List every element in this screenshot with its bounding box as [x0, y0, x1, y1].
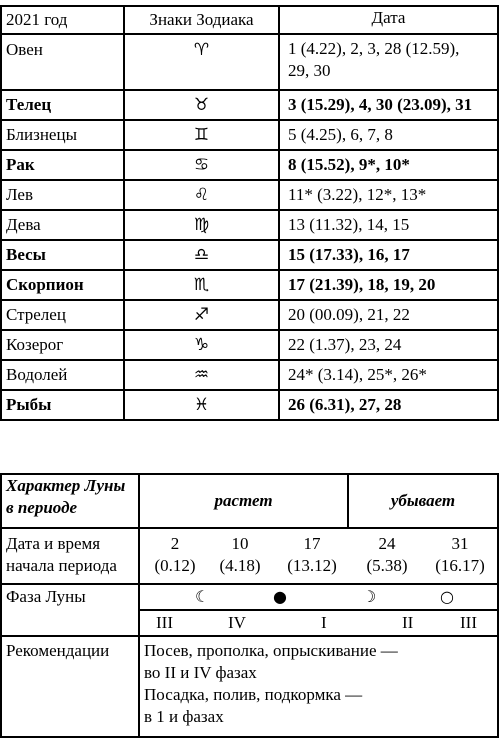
zodiac-row [1, 330, 498, 360]
moon-header-row [1, 474, 498, 528]
zodiac-dates [279, 90, 498, 120]
dates-line: 17 (21.39), 18, 19, 20 [288, 275, 436, 294]
recommendations-row [1, 636, 498, 737]
zodiac-row [1, 90, 498, 120]
zodiac-sign-name: Овен [1, 34, 124, 90]
period-date: 10 (4.18) [219, 534, 261, 575]
waxing-crescent-icon: ☽ [362, 587, 377, 606]
zodiac-symbol-icon: ♐︎ [193, 305, 210, 325]
waning-crescent-icon: ☾ [195, 587, 210, 606]
zodiac-sign-name: Рыбы [1, 390, 124, 420]
header-year: 2021 год [1, 6, 124, 34]
phase-number: II [402, 613, 414, 632]
zodiac-symbol-icon: ♌︎ [193, 185, 210, 205]
zodiac-dates [279, 210, 498, 240]
full-moon-icon: ● [273, 587, 287, 606]
period-dates-row [1, 528, 498, 584]
recommendations-text [139, 636, 498, 737]
period-date: 24 (5.38) [366, 534, 408, 575]
period-date: 17 (13.12) [287, 534, 337, 575]
moon-phase-table [0, 473, 499, 738]
zodiac-dates-table [0, 5, 499, 421]
header-signs: Знаки Зодиака [124, 6, 279, 34]
zodiac-symbol-icon: ♈︎ [193, 40, 210, 60]
zodiac-symbol-icon: ♓︎ [193, 395, 210, 415]
rec-line: Посадка, полив, подкормка — [144, 685, 363, 704]
zodiac-dates [279, 120, 498, 150]
zodiac-sign-name: Водолей [1, 360, 124, 390]
zodiac-cell [124, 360, 279, 390]
zodiac-symbol-icon: ♉︎ [193, 95, 210, 115]
zodiac-cell [124, 390, 279, 420]
rec-line: во II и IV фазах [144, 663, 257, 682]
zodiac-cell [124, 150, 279, 180]
zodiac-symbol-icon: ♋︎ [193, 155, 210, 175]
zodiac-cell [124, 180, 279, 210]
waning-label: убывает [348, 474, 498, 528]
period-date: 2 (0.12) [154, 534, 196, 575]
zodiac-cell [124, 240, 279, 270]
dates-line: 24* (3.14), 25*, 26* [288, 365, 427, 384]
dates-line: 22 (1.37), 23, 24 [288, 335, 402, 354]
zodiac-dates [279, 180, 498, 210]
zodiac-dates [279, 150, 498, 180]
waxing-label: растет [139, 474, 348, 528]
zodiac-symbol-icon: ♒︎ [193, 365, 210, 385]
zodiac-cell [124, 210, 279, 240]
zodiac-dates [279, 240, 498, 270]
dates-line: 13 (11.32), 14, 15 [288, 215, 410, 234]
moon-character-label: Характер Луны в периоде [1, 474, 139, 528]
zodiac-sign-name: Стрелец [1, 300, 124, 330]
zodiac-symbol-icon: ♑︎ [193, 335, 210, 355]
zodiac-row [1, 120, 498, 150]
zodiac-row [1, 210, 498, 240]
zodiac-cell [124, 330, 279, 360]
zodiac-row [1, 270, 498, 300]
recommendations-label: Рекомендации [1, 636, 139, 737]
zodiac-symbol-icon: ♎︎ [193, 245, 210, 265]
zodiac-sign-name: Дева [1, 210, 124, 240]
zodiac-cell [124, 90, 279, 120]
zodiac-row [1, 240, 498, 270]
zodiac-symbol-icon: ♊︎ [193, 125, 210, 145]
phase-number: I [321, 613, 327, 632]
zodiac-dates [279, 270, 498, 300]
zodiac-sign-name: Рак [1, 150, 124, 180]
zodiac-cell [124, 34, 279, 90]
phase-number: III [460, 613, 477, 632]
dates-line: 26 (6.31), 27, 28 [288, 395, 402, 414]
period-dates-cell [139, 528, 498, 584]
zodiac-row [1, 300, 498, 330]
zodiac-sign-name: Лев [1, 180, 124, 210]
zodiac-row [1, 360, 498, 390]
phase-numbers-cell [139, 610, 498, 636]
zodiac-sign-name: Скорпион [1, 270, 124, 300]
header-date: Дата [279, 6, 498, 34]
zodiac-header-row [1, 6, 498, 34]
zodiac-row [1, 180, 498, 210]
period-date: 31 (16.17) [435, 534, 485, 575]
moon-phase-label: Фаза Луны [1, 584, 139, 636]
zodiac-dates [279, 330, 498, 360]
zodiac-dates [279, 300, 498, 330]
dates-line: 20 (00.09), 21, 22 [288, 305, 410, 324]
zodiac-symbol-icon: ♍︎ [193, 215, 210, 235]
period-dates-label: Дата и время начала периода [1, 528, 139, 584]
dates-line: 29, 30 [288, 61, 331, 80]
moon-phase-icons-cell [139, 584, 498, 610]
rec-line: Посев, прополка, опрыскивание — [144, 641, 398, 660]
phase-number: III [156, 613, 173, 632]
dates-line: 15 (17.33), 16, 17 [288, 245, 410, 264]
zodiac-cell [124, 270, 279, 300]
dates-line: 3 (15.29), 4, 30 (23.09), 31 [288, 95, 473, 114]
dates-line: 8 (15.52), 9*, 10* [288, 155, 410, 174]
new-moon-icon: ○ [440, 587, 454, 606]
zodiac-dates [279, 390, 498, 420]
moon-phase-row [1, 584, 498, 610]
zodiac-row [1, 34, 498, 90]
zodiac-sign-name: Телец [1, 90, 124, 120]
dates-line: 1 (4.22), 2, 3, 28 (12.59), [288, 39, 460, 58]
zodiac-sign-name: Близнецы [1, 120, 124, 150]
zodiac-dates [279, 360, 498, 390]
zodiac-sign-name: Козерог [1, 330, 124, 360]
dates-line: 11* (3.22), 12*, 13* [288, 185, 427, 204]
zodiac-cell [124, 300, 279, 330]
zodiac-sign-name: Весы [1, 240, 124, 270]
zodiac-row [1, 150, 498, 180]
phase-number: IV [228, 613, 246, 632]
zodiac-cell [124, 120, 279, 150]
zodiac-symbol-icon: ♏︎ [193, 275, 210, 295]
zodiac-row [1, 390, 498, 420]
dates-line: 5 (4.25), 6, 7, 8 [288, 125, 393, 144]
zodiac-dates [279, 34, 498, 90]
rec-line: в 1 и фазах [144, 707, 224, 726]
